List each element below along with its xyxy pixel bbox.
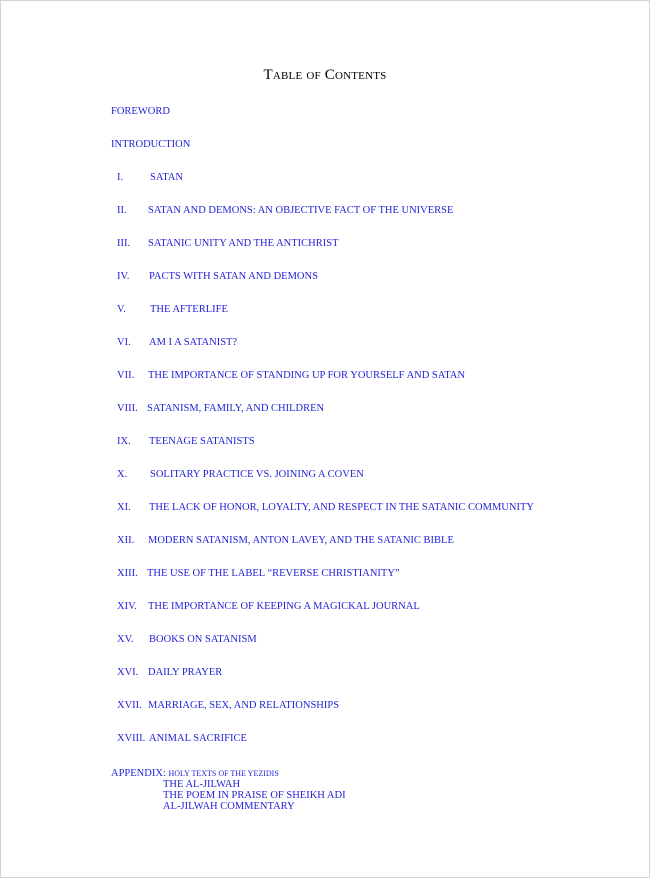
chapter-title: AM I A SATANIST? (149, 337, 238, 348)
chapter-title: SOLITARY PRACTICE VS. JOINING A COVEN (150, 469, 364, 480)
toc-link-chapter-12[interactable] (1, 535, 601, 549)
chapter-number: I. (117, 172, 124, 183)
chapter-number: X. (117, 469, 128, 480)
chapter-title: SATAN (150, 172, 183, 183)
chapter-number: XIII. (117, 568, 138, 579)
toc-link-chapter-1[interactable] (1, 172, 601, 186)
chapter-title: ANIMAL SACRIFICE (149, 733, 247, 744)
toc-link-chapter-2[interactable] (1, 205, 601, 219)
chapter-number: XVI. (117, 667, 139, 678)
toc-link-chapter-7[interactable] (1, 370, 601, 384)
chapter-number: XV. (117, 634, 134, 645)
chapter-title: TEENAGE SATANISTS (149, 436, 255, 447)
chapter-number: V. (117, 304, 126, 315)
page-title: Table of Contents (263, 67, 387, 83)
toc-link-appendix-poem-sheikh-adi[interactable]: THE POEM IN PRAISE OF SHEIKH ADI (163, 790, 346, 801)
chapter-title: THE USE OF THE LABEL “REVERSE CHRISTIANITY” (147, 568, 400, 579)
chapter-title: SATANIC UNITY AND THE ANTICHRIST (148, 238, 339, 249)
chapter-title: MARRIAGE, SEX, AND RELATIONSHIPS (148, 700, 340, 711)
chapter-number: IX. (117, 436, 131, 447)
toc-link-chapter-10[interactable] (1, 469, 601, 483)
toc-link-chapter-6[interactable] (1, 337, 601, 351)
chapter-number: III. (117, 238, 131, 249)
chapter-title: THE AFTERLIFE (150, 304, 228, 315)
toc-link-chapter-11[interactable] (1, 502, 621, 516)
chapter-number: XIV. (117, 601, 137, 612)
toc-link-chapter-17[interactable] (1, 700, 601, 714)
toc-link-foreword[interactable]: FOREWORD (111, 106, 170, 117)
toc-link-chapter-13[interactable] (1, 568, 601, 582)
chapter-number: II. (117, 205, 127, 216)
chapter-title: PACTS WITH SATAN AND DEMONS (149, 271, 318, 282)
chapter-title: SATAN AND DEMONS: AN OBJECTIVE FACT OF THE UNIVERSE (148, 205, 454, 216)
toc-link-chapter-8[interactable] (1, 403, 601, 417)
chapter-number: VIII. (117, 403, 138, 414)
chapter-title: DAILY PRAYER (148, 667, 223, 678)
toc-link-appendix-commentary[interactable]: AL-JILWAH COMMENTARY (163, 801, 295, 812)
chapter-number: XI. (117, 502, 131, 513)
toc-link-introduction[interactable]: INTRODUCTION (111, 139, 191, 150)
chapter-title: MODERN SATANISM, ANTON LAVEY, AND THE SATANIC BIBLE (148, 535, 454, 546)
toc-link-chapter-9[interactable] (1, 436, 601, 450)
toc-link-appendix[interactable] (111, 768, 279, 779)
chapter-title: SATANISM, FAMILY, AND CHILDREN (147, 403, 325, 414)
appendix-prefix: APPENDIX: (111, 768, 166, 779)
chapter-number: XII. (117, 535, 135, 546)
toc-link-chapter-16[interactable] (1, 667, 601, 681)
chapter-title: THE IMPORTANCE OF STANDING UP FOR YOURSELF AND SATAN (148, 370, 465, 381)
toc-link-chapter-3[interactable] (1, 238, 601, 252)
toc-link-chapter-4[interactable] (1, 271, 601, 285)
toc-link-chapter-5[interactable] (1, 304, 601, 318)
chapter-title: THE IMPORTANCE OF KEEPING A MAGICKAL JOURNAL (148, 601, 420, 612)
chapter-number: XVIII. (117, 733, 146, 744)
toc-link-chapter-15[interactable] (1, 634, 601, 648)
chapter-number: VI. (117, 337, 131, 348)
toc-link-chapter-14[interactable] (1, 601, 601, 615)
chapter-title: THE LACK OF HONOR, LOYALTY, AND RESPECT IN THE SATANIC COMMUNITY (149, 502, 534, 513)
chapter-number: IV. (117, 271, 130, 282)
toc-link-appendix-al-jilwah[interactable]: THE AL-JILWAH (163, 779, 241, 790)
chapter-title: BOOKS ON SATANISM (149, 634, 257, 645)
chapter-number: XVII. (117, 700, 142, 711)
appendix-subtitle: HOLY TEXTS OF THE YEZIDIS (168, 769, 279, 778)
chapter-number: VII. (117, 370, 135, 381)
toc-link-chapter-18[interactable] (1, 733, 601, 747)
